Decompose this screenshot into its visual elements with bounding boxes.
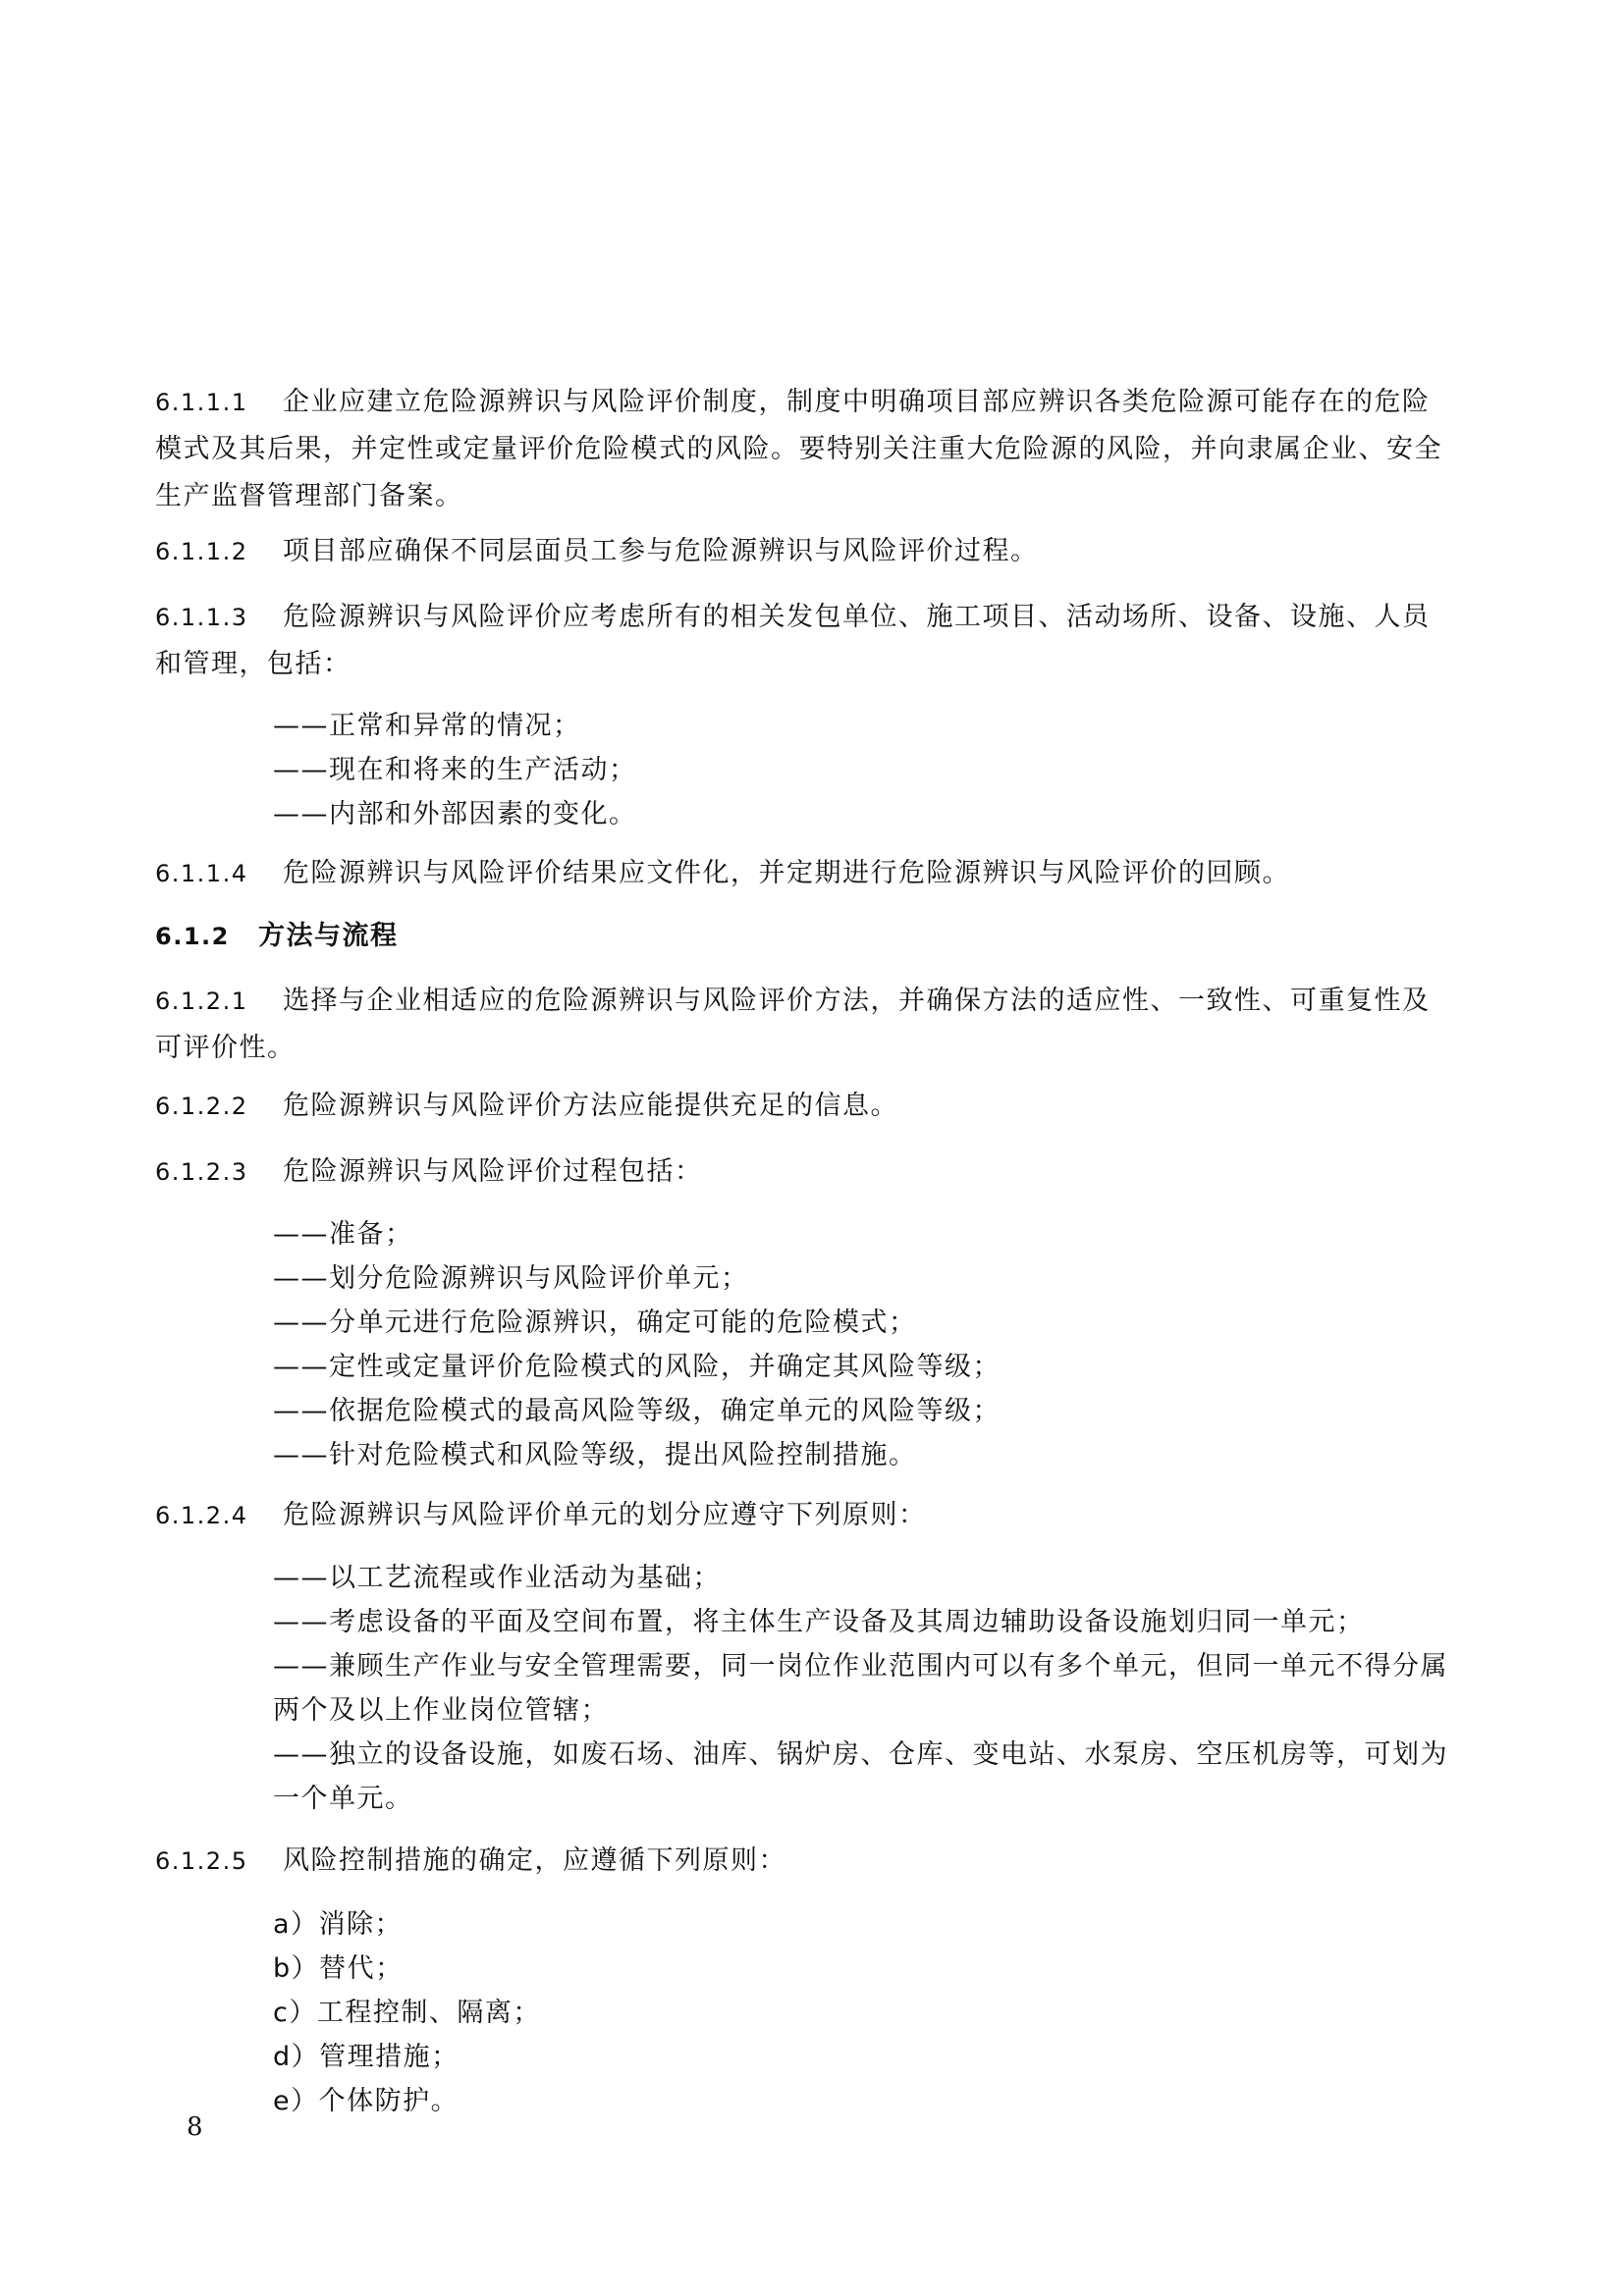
clause-number: 6.1.1.3: [155, 604, 248, 631]
clause-6-1-1-3: [155, 594, 1451, 688]
clause-6-1-1-2: [155, 528, 1451, 575]
list-item: b）替代；: [273, 1953, 404, 1984]
page-number: 8: [187, 2112, 203, 2142]
list-item: ——定性或定量评价危险模式的风险，并确定其风险等级；: [273, 1352, 1001, 1382]
clause-text: 危险源辨识与风险评价过程包括：: [283, 1156, 703, 1187]
clause-number: 6.1.2.2: [155, 1093, 248, 1120]
list-item: ——独立的设备设施，如废石场、油库、锅炉房、仓库、变电站、水泵房、空压机房等，可划为一个单元。: [273, 1739, 1448, 1814]
dash-list-1: [273, 704, 1451, 836]
section-title: 方法与流程: [258, 921, 399, 951]
clause-number: 6.1.1.2: [155, 538, 248, 565]
alpha-list: [273, 1902, 1058, 2123]
list-item: a）消除；: [273, 1909, 404, 1940]
dash-list-3: [273, 1556, 1451, 1821]
list-item: ——分单元进行危险源辨识，确定可能的危险模式；: [273, 1308, 917, 1338]
clause-6-1-2-3: [155, 1148, 1451, 1196]
clause-number: 6.1.2.4: [155, 1502, 248, 1529]
list-item: ——兼顾生产作业与安全管理需要，同一岗位作业范围内可以有多个单元，但同一单元不得分属两个及以上作业岗位管辖；: [273, 1651, 1448, 1726]
clause-text: 危险源辨识与风险评价单元的划分应遵守下列原则：: [283, 1500, 927, 1530]
list-item: ——以工艺流程或作业活动为基础；: [273, 1563, 721, 1593]
clause-6-1-2-5: [155, 1838, 1451, 1885]
list-item: ——针对危险模式和风险等级，提出风险控制措施。: [273, 1440, 917, 1470]
clause-text: 危险源辨识与风险评价应考虑所有的相关发包单位、施工项目、活动场所、设备、设施、人员和管理，包括：: [155, 602, 1431, 679]
clause-number: 6.1.1.1: [155, 389, 248, 416]
clause-text: 危险源辨识与风险评价方法应能提供充足的信息。: [283, 1091, 898, 1121]
clause-number: 6.1.1.4: [155, 860, 248, 887]
list-item: ——依据危险模式的最高风险等级，确定单元的风险等级；: [273, 1396, 1001, 1426]
list-item: ——内部和外部因素的变化。: [273, 799, 637, 829]
list-item: ——现在和将来的生产活动；: [273, 755, 637, 785]
list-item: ——准备；: [273, 1219, 413, 1250]
clause-6-1-2-4: [155, 1492, 1451, 1539]
clause-number: 6.1.2.3: [155, 1158, 248, 1186]
section-number: 6.1.2: [155, 923, 230, 950]
clause-6-1-2-2: [155, 1083, 1451, 1130]
list-item: e）个体防护。: [273, 2086, 460, 2116]
clause-number: 6.1.2.5: [155, 1847, 248, 1875]
list-item: ——正常和异常的情况；: [273, 711, 581, 741]
clause-number: 6.1.2.1: [155, 988, 248, 1015]
clause-text: 危险源辨识与风险评价结果应文件化，并定期进行危险源辨识与风险评价的回顾。: [283, 858, 1290, 888]
list-item: ——考虑设备的平面及空间布置，将主体生产设备及其周边辅助设备设施划归同一单元；: [273, 1607, 1365, 1637]
clause-text: 选择与企业相适应的危险源辨识与风险评价方法，并确保方法的适应性、一致性、可重复性及可评价性。: [155, 986, 1431, 1063]
clause-text: 项目部应确保不同层面员工参与危险源辨识与风险评价过程。: [283, 536, 1039, 566]
clause-6-1-1-1: [155, 379, 1451, 520]
clause-6-1-1-4: [155, 850, 1451, 897]
clause-text: 企业应建立危险源辨识与风险评价制度，制度中明确项目部应辨识各类危险源可能存在的危险模式及其后果，并定性或定量评价危险模式的风险。要特别关注重大危险源的风险，并向隶属企业、安全生产监督管理部门备案。: [155, 387, 1442, 511]
list-item: d）管理措施；: [273, 2042, 460, 2072]
list-item: c）工程控制、隔离；: [273, 1998, 541, 2028]
clause-text: 风险控制措施的确定，应遵循下列原则：: [283, 1845, 786, 1876]
clause-6-1-2-1: [155, 978, 1451, 1072]
section-heading-6-1-2: [155, 913, 1451, 960]
list-item: ——划分危险源辨识与风险评价单元；: [273, 1263, 749, 1294]
dash-list-2: [273, 1212, 1451, 1477]
